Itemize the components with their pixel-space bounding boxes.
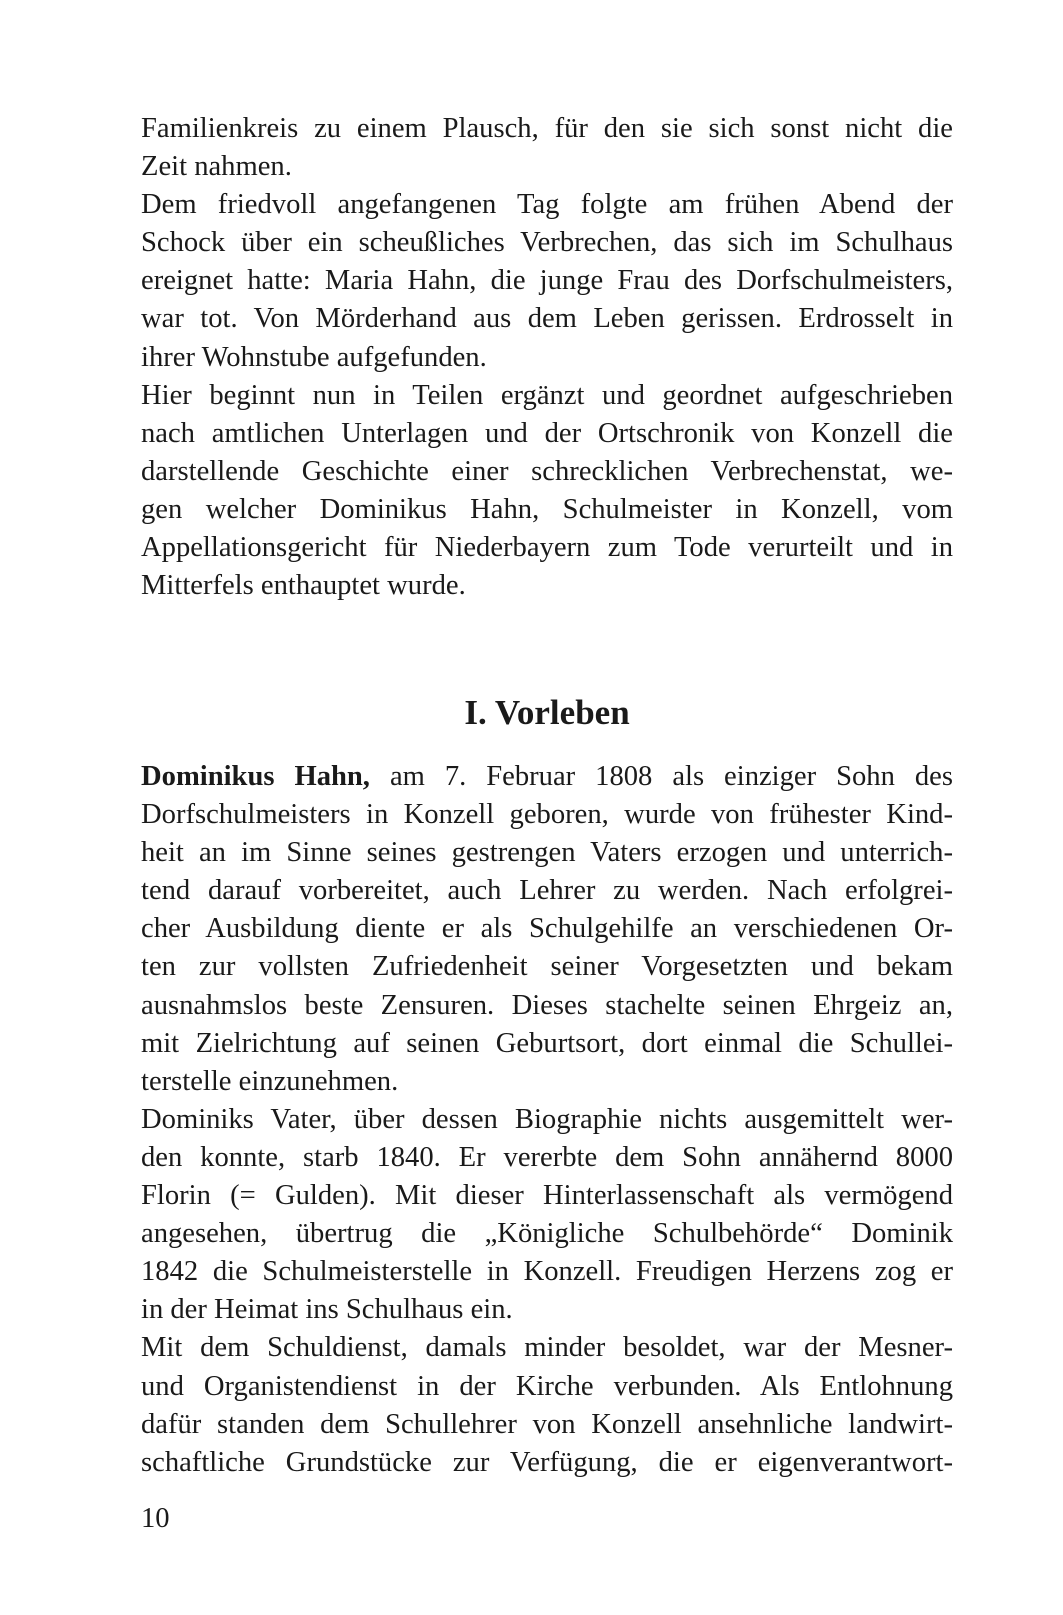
book-page (141, 110, 953, 1478)
text-run: am 7. Februar 1808 als einziger Sohn des (369, 761, 953, 792)
text-line: war tot. Von Mörderhand aus dem Leben gerissen. Erdrosselt in (141, 303, 953, 335)
text-line (141, 758, 953, 796)
bold-name-lead: Dominikus Hahn, (141, 761, 370, 792)
text-line: 1842 die Schulmeisterstelle in Konzell. Freudigen Herzens zog er (141, 1256, 953, 1288)
text-line: Schock über ein scheußliches Verbrechen, das sich im Schulhaus (141, 227, 953, 259)
text-line: Dominiks Vater, über dessen Biographie nichts ausgemittelt wer- (141, 1103, 953, 1135)
text-line: Mitterfels enthauptet wurde. (141, 570, 466, 602)
section-body (141, 758, 953, 1482)
text-line: tend darauf vorbereitet, auch Lehrer zu werden. Nach erfolgrei- (141, 875, 953, 907)
text-line: in der Heimat ins Schulhaus ein. (141, 1294, 513, 1326)
intro-paragraph-1 (141, 110, 953, 186)
section-paragraph-1 (141, 758, 953, 1101)
text-line: Appellationsgericht für Niederbayern zum Tode verurteilt und in (141, 532, 953, 564)
text-line: nach amtlichen Unterlagen und der Ortschronik von Konzell die (141, 417, 953, 449)
text-line: mit Zielrichtung auf seinen Geburtsort, dort einmal die Schullei- (141, 1027, 953, 1059)
text-line: cher Ausbildung diente er als Schulgehilfe an verschiedenen Or- (141, 913, 953, 945)
text-line: ihrer Wohnstube aufgefunden. (141, 341, 487, 373)
section-paragraph-3 (141, 1329, 953, 1481)
text-line: heit an im Sinne seines gestrengen Vaters erzogen und unterrich- (141, 837, 953, 869)
text-line: den konnte, starb 1840. Er vererbte dem Sohn annähernd 8000 (141, 1141, 953, 1173)
section-paragraph-2 (141, 1101, 953, 1330)
text-line: angesehen, übertrug die „Königliche Schulbehörde“ Dominik (141, 1218, 953, 1250)
text-line: gen welcher Dominikus Hahn, Schulmeister in Konzell, vom (141, 493, 953, 525)
intro-paragraph-3 (141, 377, 953, 606)
text-line: Florin (= Gulden). Mit dieser Hinterlassenschaft als vermögend (141, 1180, 953, 1212)
text-line: darstellende Geschichte einer schrecklichen Verbrechenstat, we- (141, 455, 953, 487)
text-line: Familienkreis zu einem Plausch, für den sie sich sonst nicht die (141, 113, 953, 144)
text-line: ten zur vollsten Zufriedenheit seiner Vorgesetzten und bekam (141, 951, 953, 983)
text-line: Mit dem Schuldienst, damals minder besoldet, war der Mesner- (141, 1332, 953, 1364)
text-line: Hier beginnt nun in Teilen ergänzt und geordnet aufgeschrieben (141, 379, 953, 411)
text-line: dafür standen dem Schullehrer von Konzell ansehnliche landwirt- (141, 1408, 953, 1440)
text-line: schaftliche Grundstücke zur Verfügung, die er eigenverantwort- (141, 1446, 953, 1478)
text-line: Dorfschulmeisters in Konzell geboren, wurde von frühester Kind- (141, 799, 953, 831)
section-heading: I. Vorleben (464, 693, 630, 732)
text-line: Dem friedvoll angefangenen Tag folgte am frühen Abend der (141, 189, 953, 221)
text-line: und Organistendienst in der Kirche verbunden. Als Entlohnung (141, 1370, 953, 1402)
text-line: Zeit nahmen. (141, 151, 292, 183)
intro-paragraph-2 (141, 186, 953, 376)
page-number: 10 (141, 1503, 170, 1534)
text-line: ereignet hatte: Maria Hahn, die junge Frau des Dorfschulmeisters, (141, 265, 953, 297)
text-line: terstelle einzunehmen. (141, 1065, 399, 1097)
text-line: ausnahmslos beste Zensuren. Dieses stachelte seinen Ehrgeiz an, (141, 989, 953, 1021)
